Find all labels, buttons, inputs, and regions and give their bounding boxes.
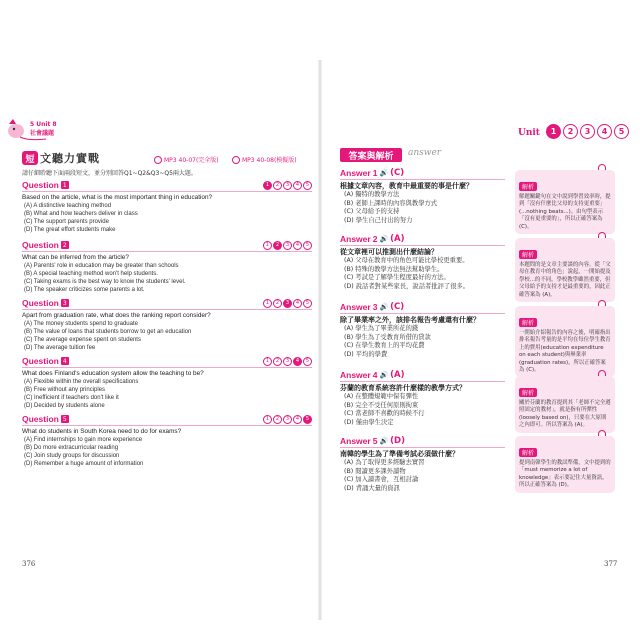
unit-number-2[interactable]: 2 bbox=[563, 124, 578, 139]
option-a[interactable]: (A) Flexible within the overall specifications bbox=[24, 379, 139, 385]
explanation-note-1 bbox=[515, 170, 615, 234]
note-text: 提到南韓學生的教試準備，文中提到的「must memorize a lot of knowledge」表示要記住大量資訊，所以正確答案為 (D)。 bbox=[519, 460, 611, 489]
note-text: 一開始介紹報告的內容之後，明確指出排名報告考量的是平均在每位學生教育上的費用(education expenditure on each student)與畢業率(graduation rates)，所以正確答案為 (C)。 bbox=[519, 330, 611, 374]
progress-dot: 5 bbox=[303, 241, 312, 250]
explanation-note-3 bbox=[515, 306, 615, 377]
note-text: 本題問的是文章主要談的內容。從「父母在教育中的角色」說起，一開始提及學校...的不同，學校教學雖然重要，但父母給予的支持才是最重要的，因此正確答案為 (A)。 bbox=[519, 262, 611, 298]
question-label: Question bbox=[22, 356, 59, 366]
progress-dot: 1 bbox=[263, 241, 272, 250]
note-tag: 解析 bbox=[519, 318, 537, 327]
answer-block-1 bbox=[340, 168, 505, 225]
note-tag: 解析 bbox=[519, 448, 537, 457]
answer-block-5 bbox=[340, 436, 505, 493]
unit-number-3[interactable]: 3 bbox=[580, 124, 595, 139]
option-a[interactable]: (A) Find internships to gain more experience bbox=[24, 437, 143, 443]
progress-dot: 4 bbox=[293, 415, 302, 424]
question-text: What can be inferred from the article? bbox=[22, 254, 129, 261]
option-c[interactable]: (C) Inefficient if teachers don't like it bbox=[24, 395, 119, 401]
progress-dot: 4 bbox=[293, 357, 302, 366]
divider bbox=[22, 425, 312, 426]
section-icon: 短 bbox=[22, 151, 38, 165]
question-text: Based on the article, what is the most important thing in education? bbox=[22, 194, 213, 201]
divider bbox=[340, 313, 505, 314]
question-progress-dots bbox=[263, 299, 312, 308]
answer-option-a: (A) 為了取得更多經驗去實習 bbox=[344, 459, 425, 466]
answer-option-b: (B) 特殊的教學方法無法幫助學生。 bbox=[344, 265, 444, 273]
option-c[interactable]: (C) The average expense spent on students bbox=[24, 337, 141, 343]
progress-dot: 2 bbox=[273, 415, 282, 424]
question-text: Apart from graduation rate, what does the ranking report consider? bbox=[22, 312, 211, 319]
progress-dot: 1 bbox=[263, 181, 272, 190]
question-progress-dots bbox=[263, 357, 312, 366]
answer-option-a: (A) 學生為了畢業所花的錢 bbox=[344, 325, 419, 332]
divider bbox=[340, 179, 505, 180]
question-number: 3 bbox=[61, 299, 69, 307]
cd-icon bbox=[154, 156, 162, 164]
answer-option-c: (C) 在學生教育上的平均花費 bbox=[344, 342, 425, 349]
note-tag: 解析 bbox=[519, 388, 537, 397]
option-d[interactable]: (D) Decided by students alone bbox=[24, 403, 105, 409]
answer-option-b: (B) 閱讀更多課外讀物 bbox=[344, 467, 406, 475]
option-b[interactable]: (B) The value of loans that students borrow to get an education bbox=[24, 329, 192, 335]
divider bbox=[340, 245, 505, 246]
section-title-text: 文聽力實戰 bbox=[40, 152, 100, 165]
question-block-4 bbox=[22, 356, 312, 410]
answer-letter: (C) bbox=[390, 302, 405, 312]
speaker-icon: 🔊 bbox=[379, 303, 389, 311]
answer-option-a: (A) 在整體規範中保有彈性 bbox=[344, 393, 419, 400]
answer-number: 5 bbox=[372, 436, 378, 446]
question-label: Question bbox=[22, 180, 59, 190]
answer-question: 南韓的學生為了準備考試必須做什麼？ bbox=[340, 450, 459, 458]
progress-dot: 3 bbox=[283, 357, 292, 366]
option-d[interactable]: (D) Remember a huge amount of information bbox=[24, 461, 144, 467]
note-text: 關於芬蘭的教育提到其「老師不完全遵照固定的教材」，就是指有所彈性(loosely based on)，只要在大原則之內即可。所以答案為 (A)。 bbox=[519, 400, 611, 429]
progress-dot: 2 bbox=[273, 299, 282, 308]
question-block-2 bbox=[22, 240, 312, 294]
answer-option-a: (A) 獨特的教學方法 bbox=[344, 191, 400, 198]
speaker-icon: 🔊 bbox=[379, 169, 389, 177]
progress-dot: 3 bbox=[283, 415, 292, 424]
note-text: 解題關鍵句在文中說到學習效率時，提到「沒有什麼比父母的支持更重要」(...nothing beats...)。由句型表示「沒有更重要的」，所以正確答案為 (C)。 bbox=[519, 194, 611, 230]
section-title-listening bbox=[22, 150, 100, 166]
divider bbox=[340, 381, 505, 382]
option-b[interactable]: (B) Free without any principles bbox=[24, 387, 106, 393]
progress-dot: 5 bbox=[303, 357, 312, 366]
answer-block-4 bbox=[340, 370, 505, 427]
option-b[interactable]: (B) What and how teachers deliver in class bbox=[24, 211, 138, 217]
progress-dot: 4 bbox=[293, 181, 302, 190]
answer-block-3 bbox=[340, 302, 505, 359]
question-number: 4 bbox=[61, 357, 69, 365]
question-number: 2 bbox=[61, 241, 69, 249]
option-b[interactable]: (B) Do more extracurricular reading bbox=[24, 445, 119, 451]
divider bbox=[22, 191, 312, 192]
answer-number: 3 bbox=[372, 302, 378, 312]
answers-section-script: answer bbox=[408, 148, 442, 158]
option-c[interactable]: (C) Join study groups for discussion bbox=[24, 453, 120, 459]
progress-dot: 3 bbox=[283, 241, 292, 250]
progress-dot: 3 bbox=[283, 299, 292, 308]
question-number: 5 bbox=[61, 415, 69, 423]
divider bbox=[340, 447, 505, 448]
unit-number-1[interactable]: 1 bbox=[546, 124, 561, 139]
option-b[interactable]: (B) A special teaching method won't help students. bbox=[24, 271, 158, 277]
note-tag: 解析 bbox=[519, 250, 537, 259]
question-number: 1 bbox=[61, 181, 69, 189]
progress-dot: 4 bbox=[293, 299, 302, 308]
option-d[interactable]: (D) The speaker criticizes some parents a lot. bbox=[24, 287, 145, 293]
mp3-track-mock[interactable] bbox=[232, 155, 297, 164]
explanation-note-5 bbox=[515, 436, 615, 493]
page-number-right: 377 bbox=[604, 560, 618, 568]
answer-letter: (A) bbox=[390, 370, 405, 380]
answer-option-b: (B) 學生為了受教育所借的貸款 bbox=[344, 333, 431, 341]
option-a[interactable]: (A) Parents' role in education may be greater than schools bbox=[24, 263, 179, 269]
progress-dot: 1 bbox=[263, 357, 272, 366]
option-c[interactable]: (C) Taking exams is the best way to know the students' level. bbox=[24, 279, 186, 285]
answer-label: Answer bbox=[340, 436, 371, 446]
answer-letter: (C) bbox=[390, 168, 405, 178]
answer-number: 2 bbox=[372, 234, 378, 244]
answer-option-b: (B) 老師上課時的內容與教學方式 bbox=[344, 199, 438, 207]
question-label: Question bbox=[22, 414, 59, 424]
option-c[interactable]: (C) The support parents provide bbox=[24, 219, 109, 225]
answer-number: 1 bbox=[372, 168, 378, 178]
answer-letter: (D) bbox=[390, 436, 405, 446]
unit-badge bbox=[30, 121, 57, 137]
divider bbox=[22, 309, 312, 310]
progress-dot: 1 bbox=[263, 415, 272, 424]
answers-section-title: 答案與解析 bbox=[340, 148, 402, 162]
option-a[interactable]: (A) The money students spend to graduate bbox=[24, 321, 138, 327]
answer-letter: (A) bbox=[390, 234, 405, 244]
question-block-3 bbox=[22, 298, 312, 352]
answer-option-a: (A) 父母在教育中的角色可能比學校更重要。 bbox=[344, 257, 469, 264]
explanation-note-2 bbox=[515, 238, 615, 302]
question-block-5 bbox=[22, 414, 312, 468]
progress-dot: 2 bbox=[273, 181, 282, 190]
progress-dot: 1 bbox=[263, 299, 272, 308]
answer-option-b: (B) 完全不受任何原則拘束 bbox=[344, 401, 419, 409]
speaker-icon: 🔊 bbox=[379, 235, 389, 243]
option-d[interactable]: (D) The great effort students make bbox=[24, 227, 116, 233]
cd-icon bbox=[232, 156, 240, 164]
question-progress-dots bbox=[263, 241, 312, 250]
speaker-icon: 🔊 bbox=[379, 437, 389, 445]
progress-dot: 2 bbox=[273, 241, 282, 250]
unit-number-5[interactable]: 5 bbox=[614, 124, 629, 139]
unit-badge-title: 5 Unit 8 bbox=[30, 121, 57, 128]
answer-question: 除了畢業率之外，該排名報告考慮還有什麼？ bbox=[340, 316, 480, 324]
answer-option-d: (D) 學生自己付出的努力 bbox=[344, 216, 413, 224]
page-number-left: 376 bbox=[22, 560, 36, 568]
unit-label: Unit bbox=[518, 128, 540, 138]
progress-dot: 5 bbox=[303, 415, 312, 424]
answer-label: Answer bbox=[340, 168, 371, 178]
book-spine bbox=[318, 60, 322, 620]
mp3-track-full-label: MP3 40-07(完全版) bbox=[164, 157, 219, 164]
speaker-icon: 🔊 bbox=[379, 371, 389, 379]
answer-option-c: (C) 父母給予的支持 bbox=[344, 208, 400, 215]
instructions: 請仔細聆聽下面兩段短文，並分別回答Q1~Q2&Q3~Q5兩大題。 bbox=[22, 170, 197, 177]
answer-option-d: (D) 平均的學費 bbox=[344, 350, 388, 358]
question-progress-dots bbox=[263, 181, 312, 190]
answer-option-d: (D) 背誦大量的資訊 bbox=[344, 484, 400, 492]
answer-label: Answer bbox=[340, 234, 371, 244]
answer-question: 芬蘭的教育系統容許什麼樣的教學方式？ bbox=[340, 384, 466, 392]
progress-dot: 2 bbox=[273, 357, 282, 366]
progress-dot: 4 bbox=[293, 241, 302, 250]
question-block-1 bbox=[22, 180, 312, 234]
answer-number: 4 bbox=[372, 370, 378, 380]
question-text: What do students in South Korea need to do for exams? bbox=[22, 428, 182, 435]
mp3-track-mock-label: MP3 40-08(模擬版) bbox=[242, 157, 297, 164]
answer-question: 根據文章內容，教育中最重要的事是什麼？ bbox=[340, 182, 473, 190]
option-a[interactable]: (A) A distinctive teaching method bbox=[24, 203, 112, 209]
answer-option-d: (D) 僅由學生決定 bbox=[344, 418, 394, 426]
answer-option-d: (D) 說話者對某些家長，說話者批評了很多。 bbox=[344, 282, 470, 290]
answer-option-c: (C) 加入讀書會，互相討論 bbox=[344, 476, 419, 483]
answer-option-c: (C) 當老師不喜歡的時候不行 bbox=[344, 410, 425, 417]
progress-dot: 3 bbox=[283, 181, 292, 190]
unit-number-4[interactable]: 4 bbox=[597, 124, 612, 139]
progress-dot: 5 bbox=[303, 181, 312, 190]
question-text: What does Finland's education system allow the teaching to be? bbox=[22, 370, 204, 377]
question-label: Question bbox=[22, 240, 59, 250]
answer-question: 從文章裡可以推測出什麼結論？ bbox=[340, 248, 438, 256]
unit-badge-subtitle: 社會議題 bbox=[30, 130, 55, 137]
answer-option-c: (C) 考試是了解學生程度最好的方法。 bbox=[344, 274, 450, 281]
answer-label: Answer bbox=[340, 370, 371, 380]
unit-number-nav bbox=[546, 124, 629, 139]
option-d[interactable]: (D) The average tuition fee bbox=[24, 345, 96, 351]
explanation-note-4 bbox=[515, 376, 615, 433]
answer-block-2 bbox=[340, 234, 505, 291]
divider bbox=[22, 251, 312, 252]
progress-dot: 5 bbox=[303, 299, 312, 308]
note-tag: 解析 bbox=[519, 182, 537, 191]
mp3-track-full[interactable] bbox=[154, 155, 219, 164]
answer-label: Answer bbox=[340, 302, 371, 312]
divider bbox=[22, 367, 312, 368]
question-progress-dots bbox=[263, 415, 312, 424]
question-label: Question bbox=[22, 298, 59, 308]
